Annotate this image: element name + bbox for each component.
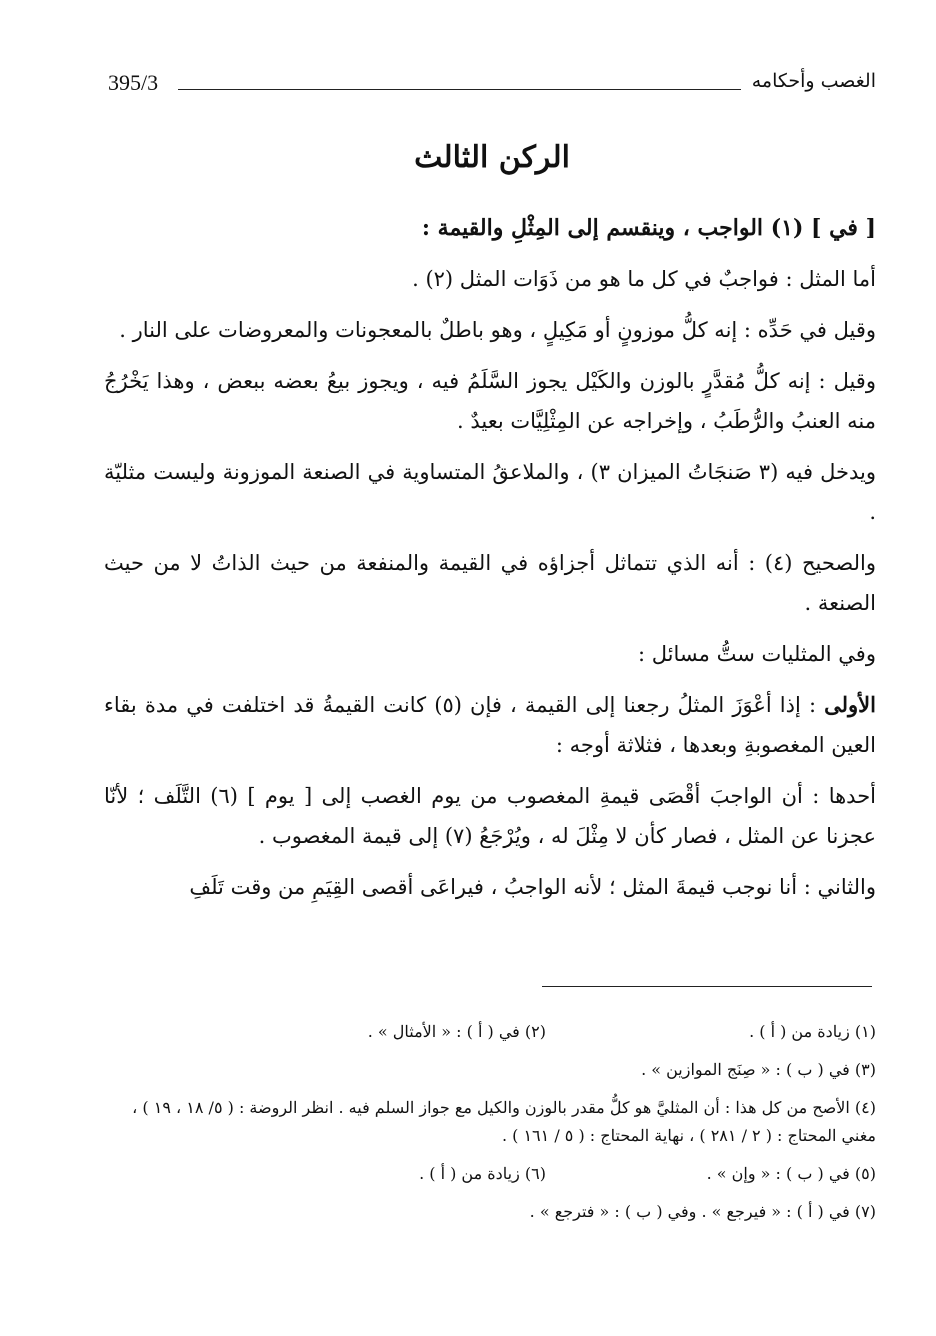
paragraph: ويدخل فيه (٣ صَنجَاتُ الميزان ٣) ، والملاعقُ المتساوية في الصنعة الموزونة وليست مثليّة .	[104, 460, 877, 524]
paragraph: وفي المثليات ستُّ مسائل :	[638, 642, 876, 666]
body-text	[104, 208, 876, 918]
paragraph: أحدها : أن الواجبَ أقْصَى قيمةِ المغصوب من يوم الغصب إلى [ يوم ] (٦) التَّلَف ؛ لأنّا عجزنا عن المثل ، فصار كأن لا مِثْلَ له ، ويُرْجَعُ (٧) إلى قيمة المغصوب .	[104, 784, 877, 848]
issue-lead-word: الأولى	[824, 692, 876, 717]
footnote: (٤) الأصح من كل هذا : أن المثليَّ هو كلُّ مقدر بالوزن والكيل مع جواز السلم فيه . انظر الروضة : ( ٥/ ١٨ ، ١٩ ) ، مغني المحتاج : ( ٢ / ٢٨١ ) ، نهاية المحتاج : ( ٥ / ١٦١ ) .	[132, 1098, 876, 1145]
footnote: (١) زيادة من ( أ ) .	[749, 1022, 876, 1041]
page-header	[108, 70, 876, 100]
paragraph	[104, 685, 876, 765]
paragraph: وقيل : إنه كلُّ مُقدَّرٍ بالوزن والكَيْل يجوز السَّلَمُ فيه ، ويجوز بيعُ بعضه ببعض ، وهذا يَخْرُجُ منه العنبُ والرُّطَبُ ، وإخراجه عن المِثْلِيَّات بعيدٌ .	[104, 369, 876, 433]
footnote: (٦) زيادة من ( أ ) .	[419, 1164, 546, 1183]
paragraph: والصحيح (٤) : أنه الذي تتماثل أجزاؤه في القيمة والمنفعة من حيث الذاتُ لا من حيث الصنعة .	[104, 551, 876, 615]
footnote: (٥) في ( ب ) : « وإن » .	[706, 1164, 876, 1183]
footnote-separator	[542, 986, 872, 987]
chapter-title: الركن الثالث	[414, 140, 570, 175]
page-number: 395/3	[108, 70, 159, 95]
paragraph: أما المثل : فواجبٌ في كل ما هو من ذَوَات المثل (٢) .	[412, 267, 876, 291]
footnote-row	[108, 1160, 876, 1188]
running-title: الغصب وأحكامه	[751, 70, 876, 92]
paragraph-text: : إذا أعْوَزَ المثلُ رجعنا إلى القيمة ، فإن (٥) كانت القيمةُ قد اختلفت في مدة بقاء العين المغصوبةِ وبعدها ، فثلاثة أوجه :	[104, 693, 876, 757]
footnote: (٣) في ( ب ) : « صِنَج الموازين » .	[641, 1060, 876, 1079]
footnotes	[108, 1018, 876, 1236]
footnote-row	[108, 1018, 876, 1046]
header-rule	[178, 89, 741, 90]
footnote: (٧) في ( أ ) : « فيرجع » . وفي ( ب ) : « فترجع » .	[529, 1202, 876, 1221]
section-heading: [ في ] (١) الواجب ، وينقسم إلى المِثْلِ والقيمة :	[421, 215, 876, 241]
paragraph: والثاني : أنا نوجب قيمةَ المثل ؛ لأنه الواجبُ ، فيراعَى أقصى القِيَمِ من وقت تَلَفِ	[189, 875, 876, 899]
paragraph: وقيل في حَدِّه : إنه كلُّ موزونٍ أو مَكِيلٍ ، وهو باطلٌ بالمعجونات والمعروضات على النار .	[119, 318, 876, 342]
footnote: (٢) في ( أ ) : « الأمثال » .	[367, 1022, 546, 1041]
